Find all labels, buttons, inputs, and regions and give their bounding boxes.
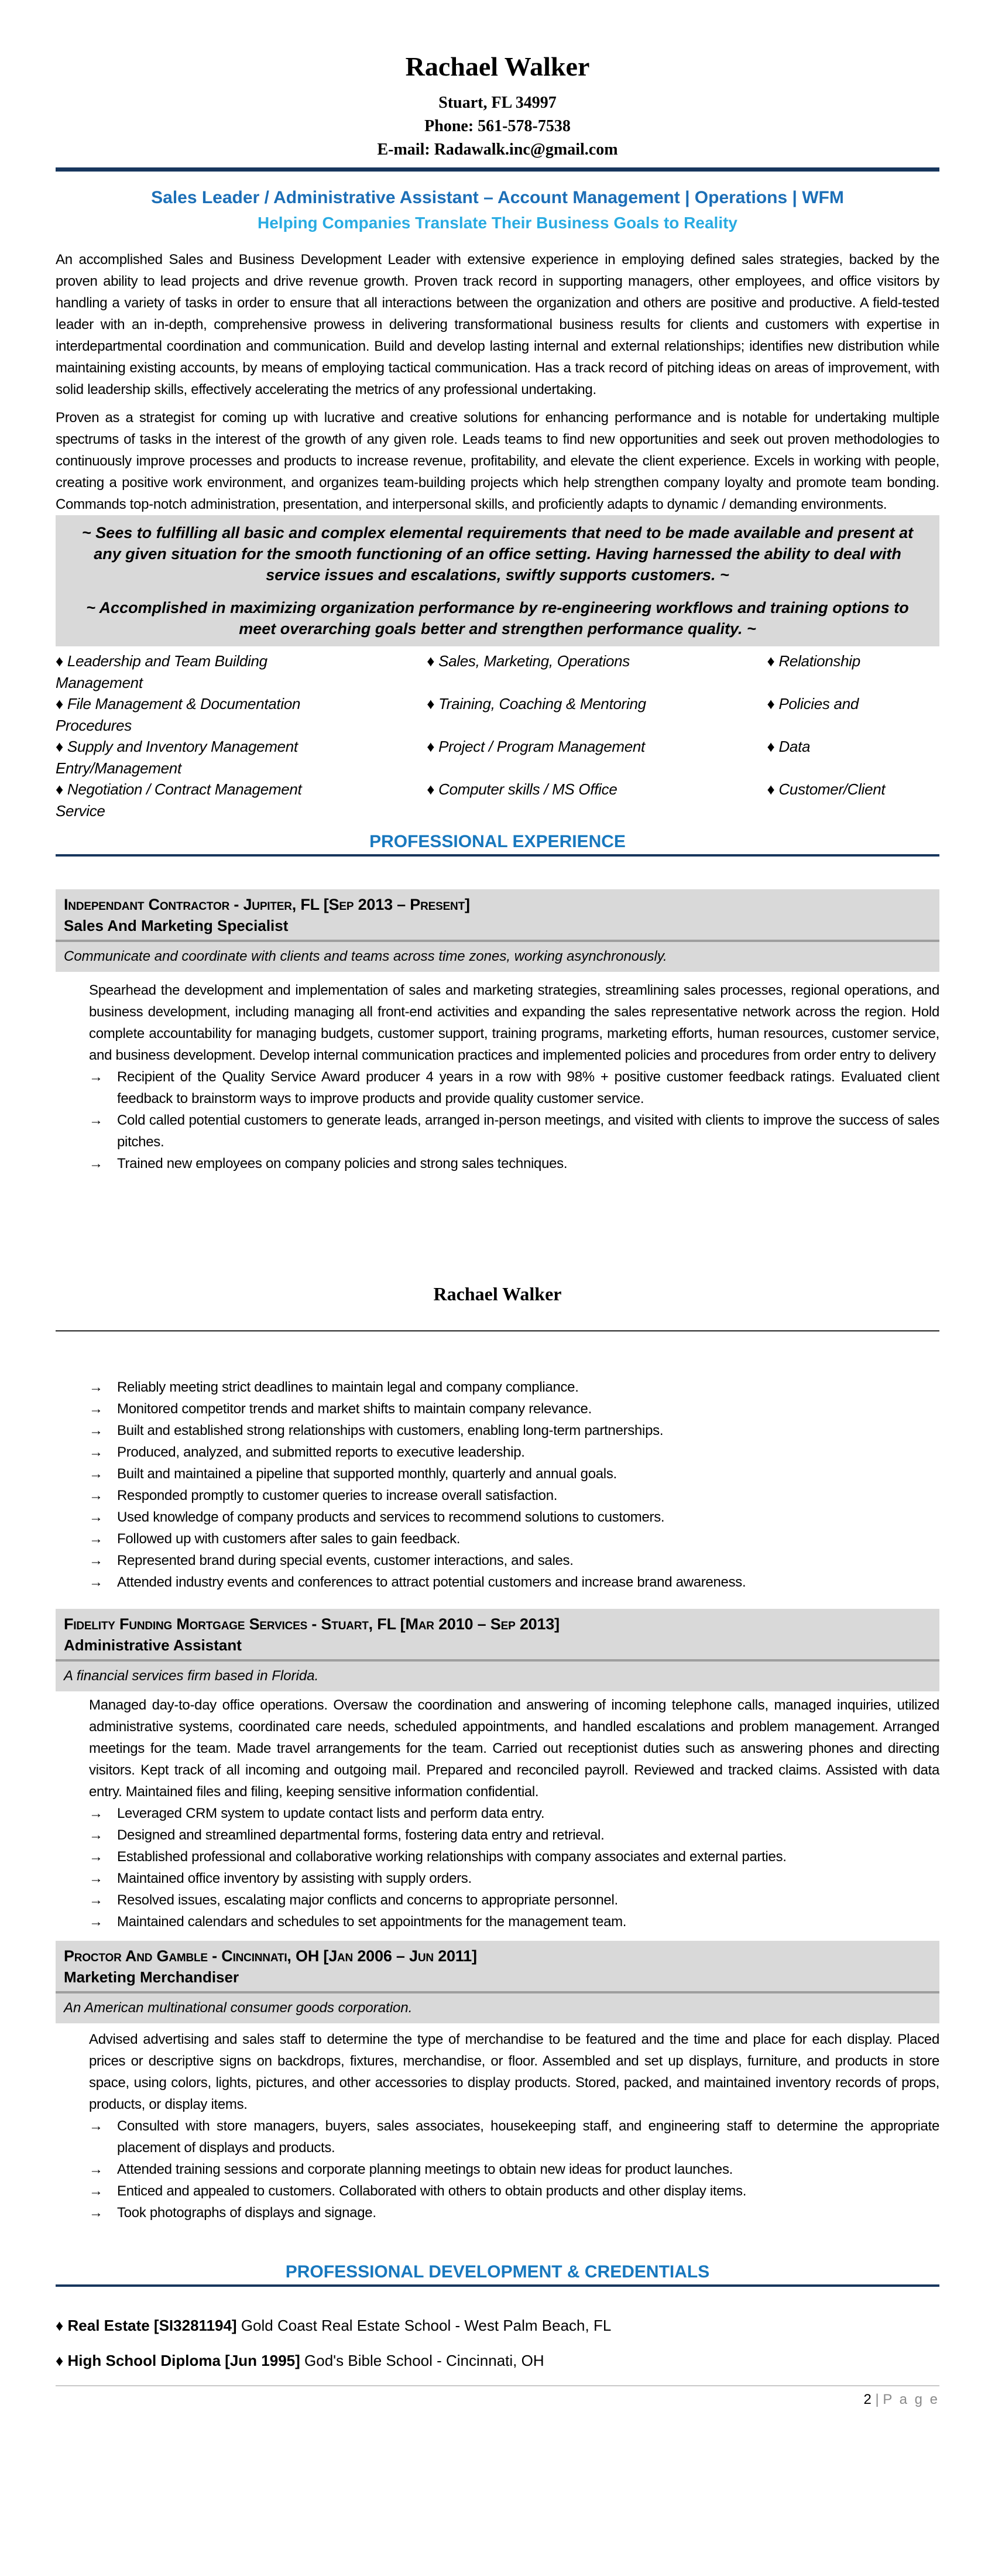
skill-item-wrap: Procedures [56, 716, 132, 734]
diamond-bullet-icon: ♦ [56, 2317, 64, 2334]
section-title-experience: PROFESSIONAL EXPERIENCE [369, 832, 626, 851]
credential-detail: Gold Coast Real Estate School - West Palm Beach, FL [241, 2317, 612, 2334]
arrow-bullet-icon: → [89, 1466, 103, 1482]
job-title: Fidelity Funding Mortgage Services - Stuart, FL [Mar 2010 – Sep 2013] [64, 1615, 560, 1633]
section-divider [56, 2284, 939, 2287]
arrow-bullet-icon: → [89, 1379, 103, 1395]
job-bullet: → Established professional and collaborative working relationships with company associates and external parties. [56, 1846, 939, 1868]
summary-paragraph-1: An accomplished Sales and Business Development Leader with extensive experience in employing defined sales strategies, backed by the proven ability to lead projects and drive revenue growth. Proven track record in supporting managers, other employees, and office visitors by handling a variety of tasks in order to ensure that all interactions between the organization and others are positive and productive. A field-tested leader with an in-depth, comprehensive prowess in delivering transformational business results for clients and customers with expertise in interdepartmental coordination and communication. Build and develop lasting internal and external relationships; identifies new distribution while maintaining existing accounts, by means of employing tactical communication. Has a track record of pitching ideas on areas of improvement, with solid leadership skills, effectively accelerating the metrics of any professional undertaking. [56, 252, 939, 398]
job-bullet: → Enticed and appealed to customers. Collaborated with others to obtain products and other display items. [56, 2180, 939, 2202]
resume-headline: Sales Leader / Administrative Assistant – Account Management | Operations | WFM [151, 188, 844, 207]
job-bullet: → Attended training sessions and corporate planning meetings to obtain new ideas for product launches. [56, 2159, 939, 2180]
skill-item: ♦ Negotiation / Contract Management [56, 780, 302, 798]
diamond-bullet-icon: ♦ [767, 652, 775, 670]
summary-paragraph-2: Proven as a strategist for coming up with lucrative and creative solutions for enhancing performance and is notable for undertaking multiple spectrums of tasks in the interest of the growth of any given role. Leads teams to find new opportunities and seek out proven methodologies to continuously improve processes and products to increase revenue, profitability, and elevate the client experience. Excels in working with people, creating a positive work environment, and organizes team-building projects which help strengthen company loyalty and promote team bonding. Commands top-notch administration, presentation, and interpersonal skills, and proficiently adapts to dynamic / demanding environments. [56, 410, 939, 512]
job-header [56, 889, 939, 940]
diamond-bullet-icon: ♦ [427, 738, 435, 755]
skill-item: ♦ Sales, Marketing, Operations [427, 652, 630, 670]
skill-item: ♦ Computer skills / MS Office [427, 780, 617, 798]
arrow-bullet-icon: → [89, 1531, 103, 1547]
job-title: Proctor And Gamble - Cincinnati, OH [Jan 2006 – Jun 2011] [64, 1947, 477, 1965]
diamond-bullet-icon: ♦ [767, 780, 775, 798]
job-bullet: → Leveraged CRM system to update contact lists and perform data entry. [56, 1803, 939, 1824]
contact-header [56, 0, 939, 162]
skill-row [56, 736, 939, 779]
diamond-bullet-icon: ♦ [767, 738, 775, 755]
company-blurb: Communicate and coordinate with clients and teams across time zones, working asynchronously. [56, 942, 939, 972]
job-bullet-list-continued [56, 1376, 939, 1593]
job-bullet: → Consulted with store managers, buyers, sales associates, housekeeping staff, and engineering staff to determine the appropriate placement of displays and products. [56, 2115, 939, 2159]
credential-title: High School Diploma [Jun 1995] [67, 2352, 300, 2369]
skill-item-wrap: Management [56, 673, 143, 691]
arrow-bullet-icon: → [89, 1871, 103, 1886]
job-block-fidelity-funding [56, 1609, 939, 1933]
highlight-quote-box [56, 515, 939, 646]
diamond-bullet-icon: ♦ [427, 780, 435, 798]
skill-item: ♦ File Management & Documentation [56, 695, 301, 712]
job-bullet: → Attended industry events and conferences to attract potential customers and increase brand awareness. [56, 1571, 939, 1593]
arrow-bullet-icon: → [89, 2205, 103, 2221]
job-bullet: → Used knowledge of company products and services to recommend solutions to customers. [56, 1506, 939, 1528]
skill-item: ♦ Policies and [767, 695, 859, 712]
job-block-proctor-and-gamble [56, 1941, 939, 2224]
job-bullet-list [56, 1803, 939, 1933]
candidate-name: Rachael Walker [405, 52, 590, 81]
job-bullet: → Recipient of the Quality Service Award producer 4 years in a row with 98% + positive customer feedback ratings. Evaluated client feedback to brainstorm ways to improve products and provide quality customer service. [56, 1066, 939, 1109]
diamond-bullet-icon: ♦ [767, 695, 775, 712]
contact-location: Stuart, FL 34997 [438, 94, 557, 112]
skill-item: ♦ Training, Coaching & Mentoring [427, 695, 646, 712]
skill-item-wrap: Entry/Management [56, 759, 181, 777]
quote-2: ~ Accomplished in maximizing organization performance by re-engineering workflows and training options to meet overarching goals better and strengthen performance quality. ~ [86, 599, 909, 638]
diamond-bullet-icon: ♦ [56, 652, 63, 670]
company-blurb: An American multinational consumer goods corporation. [56, 1993, 939, 2023]
job-bullet: → Monitored competitor trends and market shifts to maintain company relevance. [56, 1398, 939, 1420]
arrow-bullet-icon: → [89, 1509, 103, 1525]
job-role: Sales And Marketing Specialist [64, 917, 289, 934]
arrow-bullet-icon: → [89, 1488, 103, 1503]
resume-tagline: Helping Companies Translate Their Business Goals to Reality [258, 214, 737, 232]
job-bullet: → Maintained office inventory by assisting with supply orders. [56, 1868, 939, 1889]
job-bullet: → Represented brand during special events, customer interactions, and sales. [56, 1550, 939, 1571]
job-paragraph: Advised advertising and sales staff to determine the type of merchandise to be featured and the time and place for each display. Placed prices or descriptive signs on backdrops, fixtures, merchandise, or floor. Assembled and set up displays, furniture, and products in store space, using colors, lights, pictures, and other accessories to display products. Stored, packed, and maintained inventory records of props, products, or display items. [89, 2032, 939, 2112]
job-bullet: → Maintained calendars and schedules to set appointments for the management team. [56, 1911, 939, 1933]
diamond-bullet-icon: ♦ [56, 780, 63, 798]
job-title: Independant Contractor - Jupiter, FL [Sep 2013 – Present] [64, 896, 470, 913]
arrow-bullet-icon: → [89, 1156, 103, 1171]
arrow-bullet-icon: → [89, 1892, 103, 1908]
job-header [56, 1609, 939, 1659]
page-footer [56, 2391, 939, 2409]
arrow-bullet-icon: → [89, 1112, 103, 1128]
company-blurb: A financial services firm based in Florida. [56, 1662, 939, 1691]
page2-name-header: Rachael Walker [433, 1283, 562, 1304]
skill-item-wrap: Service [56, 801, 105, 820]
job-block-independant-contractor [56, 889, 939, 1174]
credentials-list [56, 2315, 939, 2371]
job-bullet: → Built and established strong relationships with customers, enabling long-term partnerships. [56, 1420, 939, 1441]
arrow-bullet-icon: → [89, 1553, 103, 1568]
arrow-bullet-icon: → [89, 1806, 103, 1821]
job-paragraph: Spearhead the development and implementation of sales and marketing strategies, streamlining sales processes, regional operations, and business development, including managing all front-end activities and expanding the sales representative network across the region. Hold complete accountability for managing budgets, customer support, training programs, marketing efforts, human resources, customer service, and business development. Develop internal communication practices and implemented policies and procedures from order entry to delivery [89, 982, 939, 1063]
skill-row [56, 650, 939, 693]
credential-title: Real Estate [SI3281194] [67, 2317, 237, 2334]
diamond-bullet-icon: ♦ [427, 695, 435, 712]
job-header [56, 1941, 939, 1991]
skill-item: ♦ Supply and Inventory Management [56, 738, 298, 755]
job-bullet: → Produced, analyzed, and submitted reports to executive leadership. [56, 1441, 939, 1463]
job-bullet: → Resolved issues, escalating major conflicts and concerns to appropriate personnel. [56, 1889, 939, 1911]
arrow-bullet-icon: → [89, 2118, 103, 2134]
arrow-bullet-icon: → [89, 2183, 103, 2199]
skill-item: ♦ Leadership and Team Building [56, 652, 267, 670]
job-role: Administrative Assistant [64, 1636, 242, 1654]
section-divider [56, 854, 939, 857]
arrow-bullet-icon: → [89, 1423, 103, 1438]
contact-phone: Phone: 561-578-7538 [424, 117, 571, 135]
quote-1: ~ Sees to fulfilling all basic and complex elemental requirements that need to be made available and present at any given situation for the smooth functioning of an office setting. Having harnessed the ability to deal with service issues and escalations, swiftly supports customers. ~ [81, 524, 914, 584]
skill-item: ♦ Relationship [767, 652, 860, 670]
contact-block [56, 91, 939, 162]
skill-item: ♦ Data [767, 738, 811, 755]
header-divider-bar [56, 167, 939, 172]
credential-item [56, 2315, 939, 2336]
skill-item: ♦ Customer/Client [767, 780, 886, 798]
skill-row [56, 693, 939, 736]
diamond-bullet-icon: ♦ [56, 695, 63, 712]
footer-divider [56, 2385, 939, 2386]
page-number: 2 [863, 2392, 872, 2407]
job-bullet: → Took photographs of displays and signage. [56, 2202, 939, 2224]
arrow-bullet-icon: → [89, 2161, 103, 2177]
diamond-bullet-icon: ♦ [56, 2352, 64, 2369]
skill-row [56, 779, 939, 821]
footer-separator: | [875, 2392, 879, 2407]
page-label: P a g e [883, 2392, 939, 2407]
job-role: Marketing Merchandiser [64, 1968, 239, 1986]
job-bullet-list [56, 2115, 939, 2224]
page2-header-divider [56, 1330, 939, 1332]
job-bullet: → Responded promptly to customer queries to increase overall satisfaction. [56, 1485, 939, 1506]
arrow-bullet-icon: → [89, 1914, 103, 1930]
arrow-bullet-icon: → [89, 1849, 103, 1865]
job-bullet: → Reliably meeting strict deadlines to maintain legal and company compliance. [56, 1376, 939, 1398]
arrow-bullet-icon: → [89, 1444, 103, 1460]
arrow-bullet-icon: → [89, 1069, 103, 1085]
arrow-bullet-icon: → [89, 1827, 103, 1843]
job-bullet: → Cold called potential customers to generate leads, arranged in-person meetings, and visited with clients to improve the success of sales pitches. [56, 1109, 939, 1153]
job-bullet: → Trained new employees on company policies and strong sales techniques. [56, 1153, 939, 1174]
skill-item: ♦ Project / Program Management [427, 738, 645, 755]
credential-item [56, 2350, 939, 2371]
arrow-bullet-icon: → [89, 1401, 103, 1417]
job-bullet: → Followed up with customers after sales to gain feedback. [56, 1528, 939, 1550]
job-bullet: → Designed and streamlined departmental forms, fostering data entry and retrieval. [56, 1824, 939, 1846]
credential-detail: God's Bible School - Cincinnati, OH [304, 2352, 544, 2369]
job-bullet-list [56, 1066, 939, 1174]
job-bullet: → Built and maintained a pipeline that supported monthly, quarterly and annual goals. [56, 1463, 939, 1485]
job-paragraph: Managed day-to-day office operations. Oversaw the coordination and answering of incoming telephone calls, managed inquiries, utilized administrative systems, coordinated care needs, scheduled appointments, and handled escalations and problem management. Arranged meetings for the team. Made travel arrangements for the team. Carried out receptionist duties such as answering phones and directing visitors. Kept track of all incoming and outgoing mail. Prepared and reconciled payroll. Reviewed and tracked claims. Assisted with data entry. Maintained files and filing, keeping sensitive information confidential. [89, 1697, 939, 1800]
section-title-development: PROFESSIONAL DEVELOPMENT & CREDENTIALS [285, 2262, 710, 2282]
contact-email: E-mail: Radawalk.inc@gmail.com [377, 141, 618, 159]
diamond-bullet-icon: ♦ [427, 652, 435, 670]
diamond-bullet-icon: ♦ [56, 738, 63, 755]
arrow-bullet-icon: → [89, 1574, 103, 1590]
skills-list [56, 650, 939, 821]
